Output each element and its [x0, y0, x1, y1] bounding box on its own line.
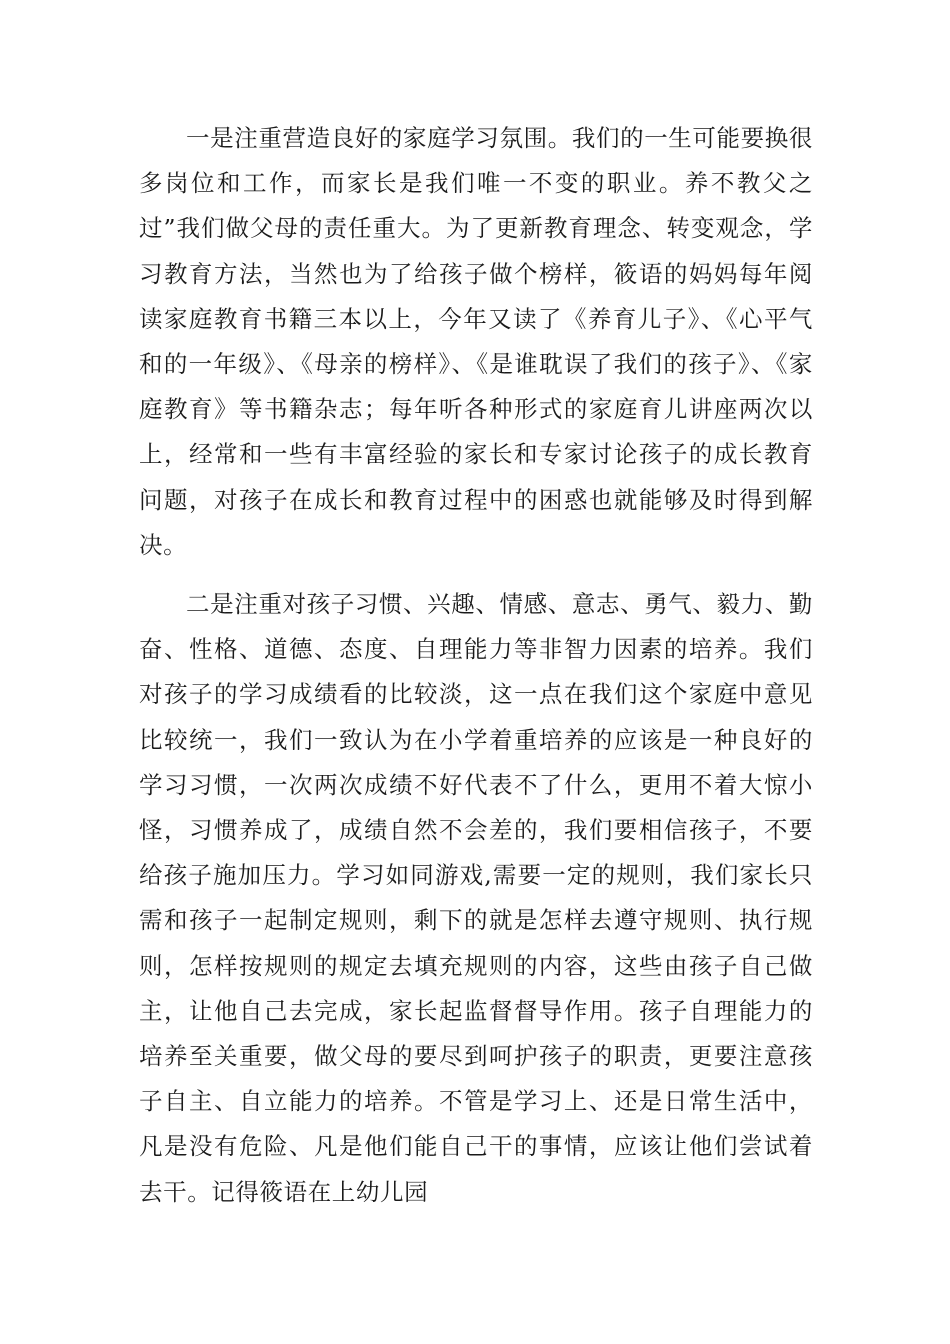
- paragraph-family-learning-atmosphere: 一是注重营造良好的家庭学习氛围。我们的一生可能要换很多岗位和工作，而家长是我们唯一不变的职业。养不教父之过”我们做父母的责任重大。为了更新教育理念、转变观念，学习教育方法，当然也为了给孩子做个榜样，筱语的妈妈每年阅读家庭教育书籍三本以上，今年又读了《养育儿子》、《心平气和的一年级》、《母亲的榜样》、《是谁耽误了我们的孩子》、《家庭教育》等书籍杂志；每年听各种形式的家庭育儿讲座两次以上，经常和一些有丰富经验的家长和专家讨论孩子的成长教育问题，对孩子在成长和教育过程中的困惑也就能够及时得到解决。: [139, 124, 813, 559]
- document-body: [139, 116, 813, 1215]
- paragraph-non-intellectual-factors: 二是注重对孩子习惯、兴趣、情感、意志、勇气、毅力、勤奋、性格、道德、态度、自理能力等非智力因素的培养。我们对孩子的学习成绩看的比较淡，这一点在我们这个家庭中意见比较统一，我们一致认为在小学着重培养的应该是一种良好的学习习惯，一次两次成绩不好代表不了什么，更用不着大惊小怪，习惯养成了，成绩自然不会差的，我们要相信孩子，不要给孩子施加压力。学习如同游戏,需要一定的规则，我们家长只需和孩子一起制定规则，剩下的就是怎样去遵守规则、执行规则，怎样按规则的规定去填充规则的内容，这些由孩子自己做主，让他自己去完成，家长起监督督导作用。孩子自理能力的培养至关重要，做父母的要尽到呵护孩子的职责，更要注意孩子自主、自立能力的培养。不管是学习上、还是日常生活中，凡是没有危险、凡是他们能自己干的事情，应该让他们尝试着去干。记得筱语在上幼儿园: [139, 590, 813, 1206]
